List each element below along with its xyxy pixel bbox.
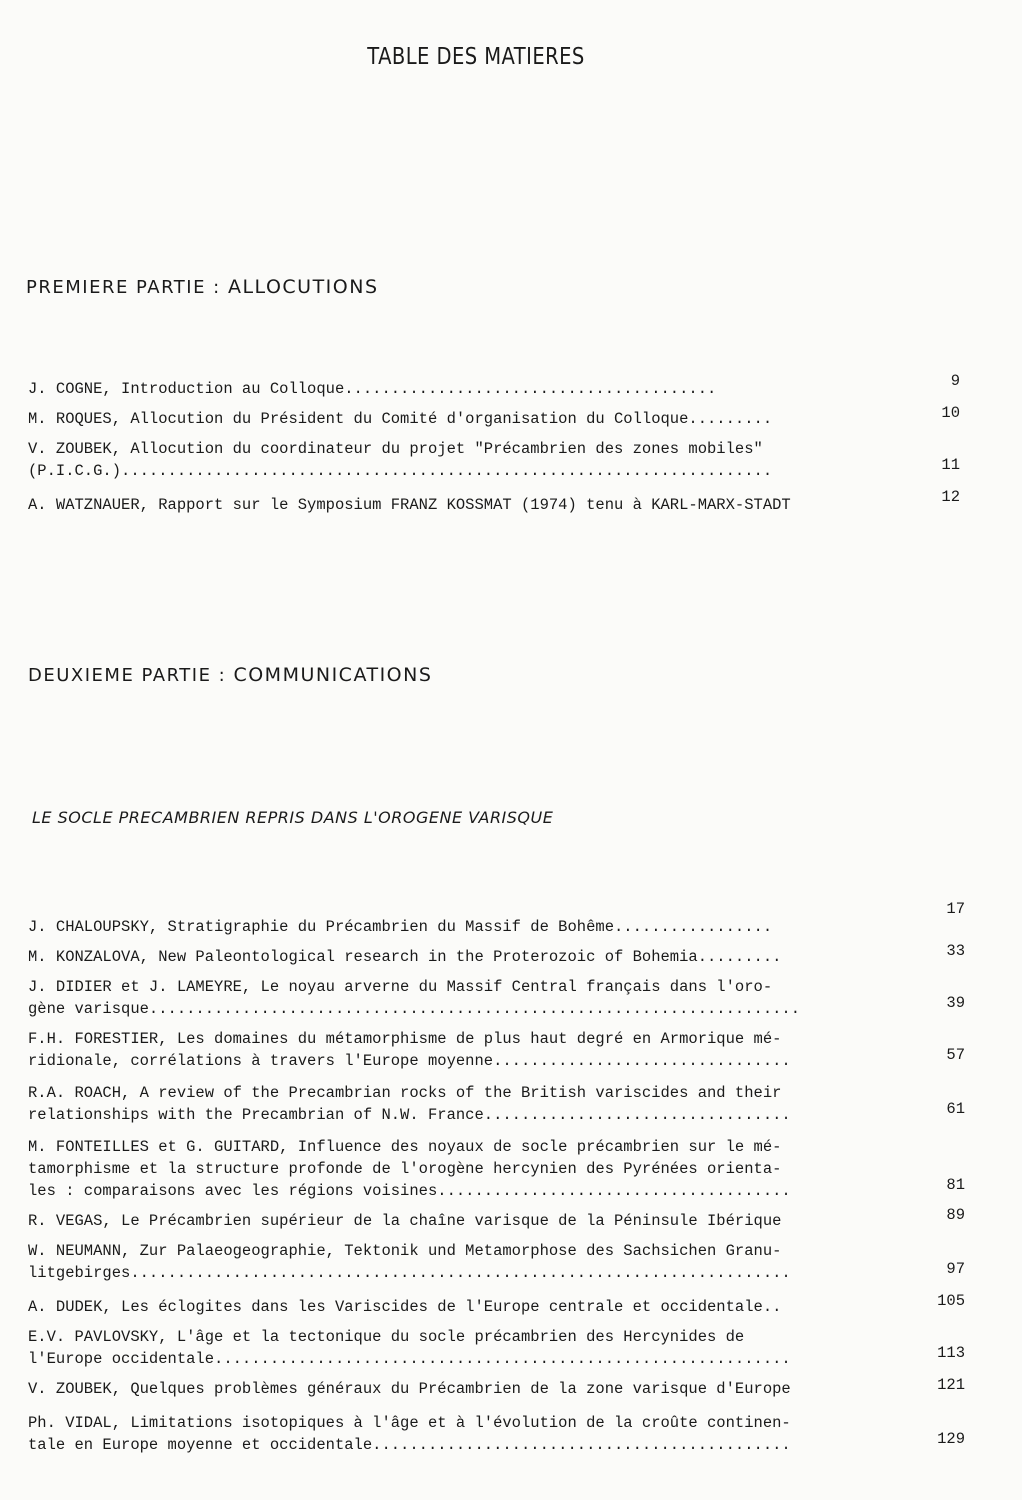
toc-entry-neumann	[28, 1240, 888, 1284]
toc-page-number: 61	[946, 1100, 965, 1118]
toc-entry-line: l'Europe occidentale..............................................................	[28, 1350, 791, 1368]
toc-entry-line: A. DUDEK, Les éclogites dans les Variscides de l'Europe centrale et occidentale..	[28, 1298, 782, 1316]
toc-entry-dudek	[28, 1296, 888, 1318]
toc-entry-line: J. CHALOUPSKY, Stratigraphie du Précambrien du Massif de Bohême.................	[28, 918, 773, 936]
toc-entry-konzalova	[28, 946, 888, 968]
toc-page-number: 89	[946, 1206, 965, 1224]
toc-entry-line: Ph. VIDAL, Limitations isotopiques à l'âge et à l'évolution de la croûte continen-	[28, 1414, 791, 1432]
toc-page-number: 81	[946, 1176, 965, 1194]
toc-entry-line: relationships with the Precambrian of N.W. France.................................	[28, 1106, 791, 1124]
part-heading-name: ALLOCUTIONS	[227, 276, 379, 298]
toc-page-number: 9	[950, 372, 960, 390]
toc-entry-line: E.V. PAVLOVSKY, L'âge et la tectonique du socle précambrien des Hercynides de	[28, 1328, 745, 1346]
toc-entry-line: (P.I.C.G.)......................................................................	[28, 462, 773, 480]
toc-entry-vidal	[28, 1412, 888, 1456]
toc-page-number: 121	[937, 1376, 965, 1394]
part-heading-communications	[28, 664, 432, 686]
toc-entry-line: V. ZOUBEK, Allocution du coordinateur du projet "Précambrien des zones mobiles"	[28, 440, 763, 458]
toc-entry-line: J. DIDIER et J. LAMEYRE, Le noyau arverne du Massif Central français dans l'oro-	[28, 978, 773, 996]
page-title: TABLE DES MATIERES	[367, 44, 585, 70]
part-heading-prefix: PREMIERE PARTIE :	[26, 277, 228, 298]
toc-entry-line: J. COGNE, Introduction au Colloque........................................	[28, 380, 717, 398]
toc-entry-line: M. ROQUES, Allocution du Président du Comité d'organisation du Colloque.........	[28, 410, 773, 428]
toc-entry-cogne	[28, 378, 888, 400]
toc-entry-line: F.H. FORESTIER, Les domaines du métamorphisme de plus haut degré en Armorique mé-	[28, 1030, 782, 1048]
toc-entry-line: R.A. ROACH, A review of the Precambrian rocks of the British variscides and their	[28, 1084, 782, 1102]
toc-page-number: 105	[937, 1292, 965, 1310]
toc-entry-zoubek-problemes	[28, 1378, 888, 1400]
toc-page-number: 113	[937, 1344, 965, 1362]
toc-page-number: 11	[941, 456, 960, 474]
toc-entry-line: tale en Europe moyenne et occidentale.............................................	[28, 1436, 791, 1454]
toc-entry-forestier	[28, 1028, 888, 1072]
toc-entry-vegas	[28, 1210, 888, 1232]
toc-entry-chaloupsky	[28, 916, 888, 938]
toc-entry-zoubek-allocution	[28, 438, 888, 482]
toc-entry-line: gène varisque......................................................................	[28, 1000, 801, 1018]
toc-entry-line: tamorphisme et la structure profonde de l'orogène hercynien des Pyrénées orienta-	[28, 1160, 782, 1178]
toc-page-number: 33	[946, 942, 965, 960]
toc-page-number: 10	[941, 404, 960, 422]
toc-entry-line: A. WATZNAUER, Rapport sur le Symposium FRANZ KOSSMAT (1974) tenu à KARL-MARX-STADT	[28, 496, 791, 514]
toc-entry-pavlovsky	[28, 1326, 888, 1370]
part-heading-prefix: DEUXIEME PARTIE :	[28, 665, 234, 686]
toc-page-number: 129	[937, 1430, 965, 1448]
toc-page-number: 39	[946, 994, 965, 1012]
toc-page-number: 57	[946, 1046, 965, 1064]
toc-entry-didier-lameyre	[28, 976, 888, 1020]
toc-entry-line: W. NEUMANN, Zur Palaeogeographie, Tektonik und Metamorphose des Sachsichen Granu-	[28, 1242, 782, 1260]
toc-entry-line: les : comparaisons avec les régions voisines......................................	[28, 1182, 791, 1200]
toc-entry-line: M. FONTEILLES et G. GUITARD, Influence des noyaux de socle précambrien sur le mé-	[28, 1138, 782, 1156]
part-heading-allocutions	[26, 276, 379, 298]
toc-entry-line: V. ZOUBEK, Quelques problèmes généraux du Précambrien de la zone varisque d'Europe	[28, 1380, 791, 1398]
part-heading-name: COMMUNICATIONS	[233, 664, 433, 686]
toc-page-number: 97	[946, 1260, 965, 1278]
toc-entry-fonteilles-guitard	[28, 1136, 888, 1202]
toc-entry-line: M. KONZALOVA, New Paleontological research in the Proterozoic of Bohemia.........	[28, 948, 782, 966]
toc-entry-line: litgebirges.......................................................................	[28, 1264, 791, 1282]
toc-entry-line: R. VEGAS, Le Précambrien supérieur de la chaîne varisque de la Péninsule Ibérique	[28, 1212, 782, 1230]
toc-entry-watznauer	[28, 494, 888, 516]
section-heading: LE SOCLE PRECAMBRIEN REPRIS DANS L'OROGENE VARISQUE	[32, 808, 554, 827]
toc-page-number: 12	[941, 488, 960, 506]
toc-entry-roach	[28, 1082, 888, 1126]
toc-entry-roques	[28, 408, 888, 430]
toc-page-number: 17	[946, 900, 965, 918]
toc-entry-line: ridionale, corrélations à travers l'Europe moyenne................................	[28, 1052, 791, 1070]
